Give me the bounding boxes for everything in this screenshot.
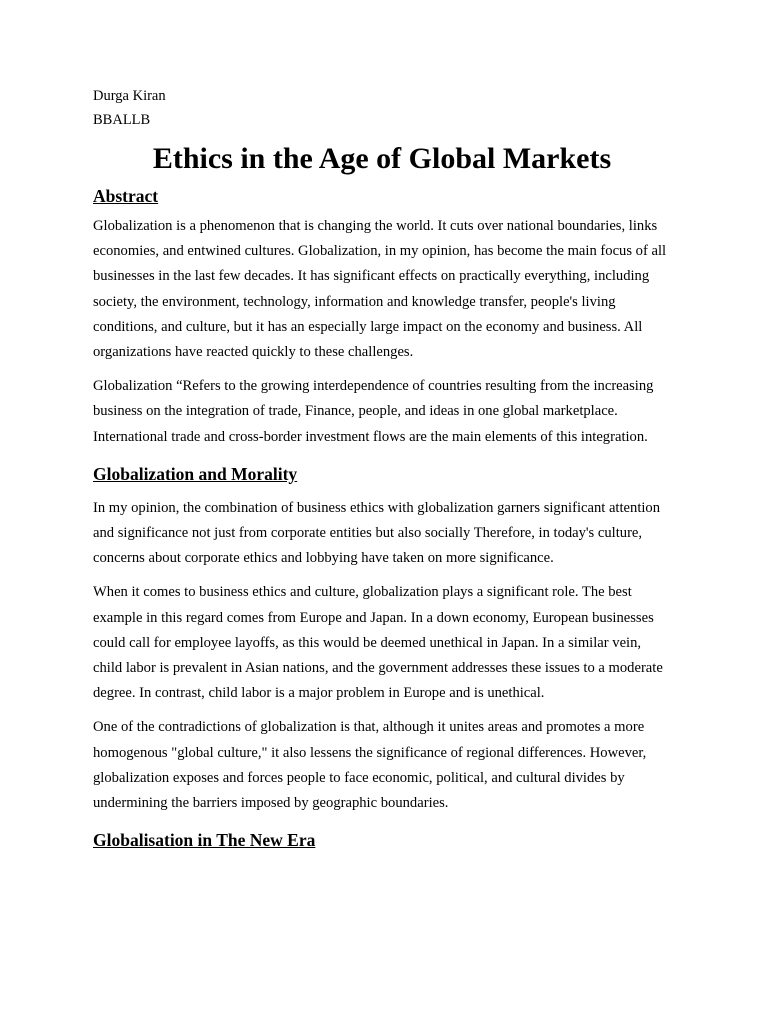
paragraph: One of the contradictions of globalization is that, although it unites areas and promotes a more homogenous "global culture," it also lessens the significance of regional differences. However, globalization exposes and forces people to face economic, political, and cultural divides by undermining the barriers imposed by geographic boundaries. — [93, 719, 647, 812]
author-name: Durga Kiran — [93, 88, 166, 104]
paragraph: Globalization is a phenomenon that is changing the world. It cuts over national boundaries, links economies, and entwined cultures. Globalization, in my opinion, has become the main focus of all businesses in the last few decades. It has significant effects on practically everything, including society, the environment, technology, information and knowledge transfer, people's living conditions, and culture, but it has an especially large impact on the economy and business. All organizations have reacted quickly to these challenges. — [93, 218, 667, 361]
section-heading-abstract: Abstract — [93, 186, 159, 206]
section-heading-globalisation-new-era: Globalisation in The New Era — [93, 830, 316, 851]
document-body — [93, 86, 671, 858]
section-heading-globalization-and-morality: Globalization and Morality — [93, 463, 298, 484]
program-name: BBALLB — [93, 112, 151, 128]
paragraph: Globalization “Refers to the growing interdependence of countries resulting from the increasing business on the integration of trade, Finance, people, and ideas in one global marketplace. International trade and cross-border investment flows are the main elements of this integration. — [93, 378, 654, 445]
paragraph: In my opinion, the combination of business ethics with globalization garners significant attention and significance not just from corporate entities but also socially Therefore, in today's culture, concerns about corporate ethics and lobbying have taken on more significance. — [93, 499, 661, 567]
paragraph: When it comes to business ethics and culture, globalization plays a significant role. The best example in this regard comes from Europe and Japan. In a down economy, European businesses could call for employee layoffs, as this would be deemed unethical in Japan. In a similar vein, child labor is prevalent in Asian nations, and the government addresses these issues to a moderate degree. In contrast, child labor is a major problem in Europe and is unethical. — [93, 584, 663, 702]
document-title: Ethics in the Age of Global Markets — [152, 142, 612, 175]
